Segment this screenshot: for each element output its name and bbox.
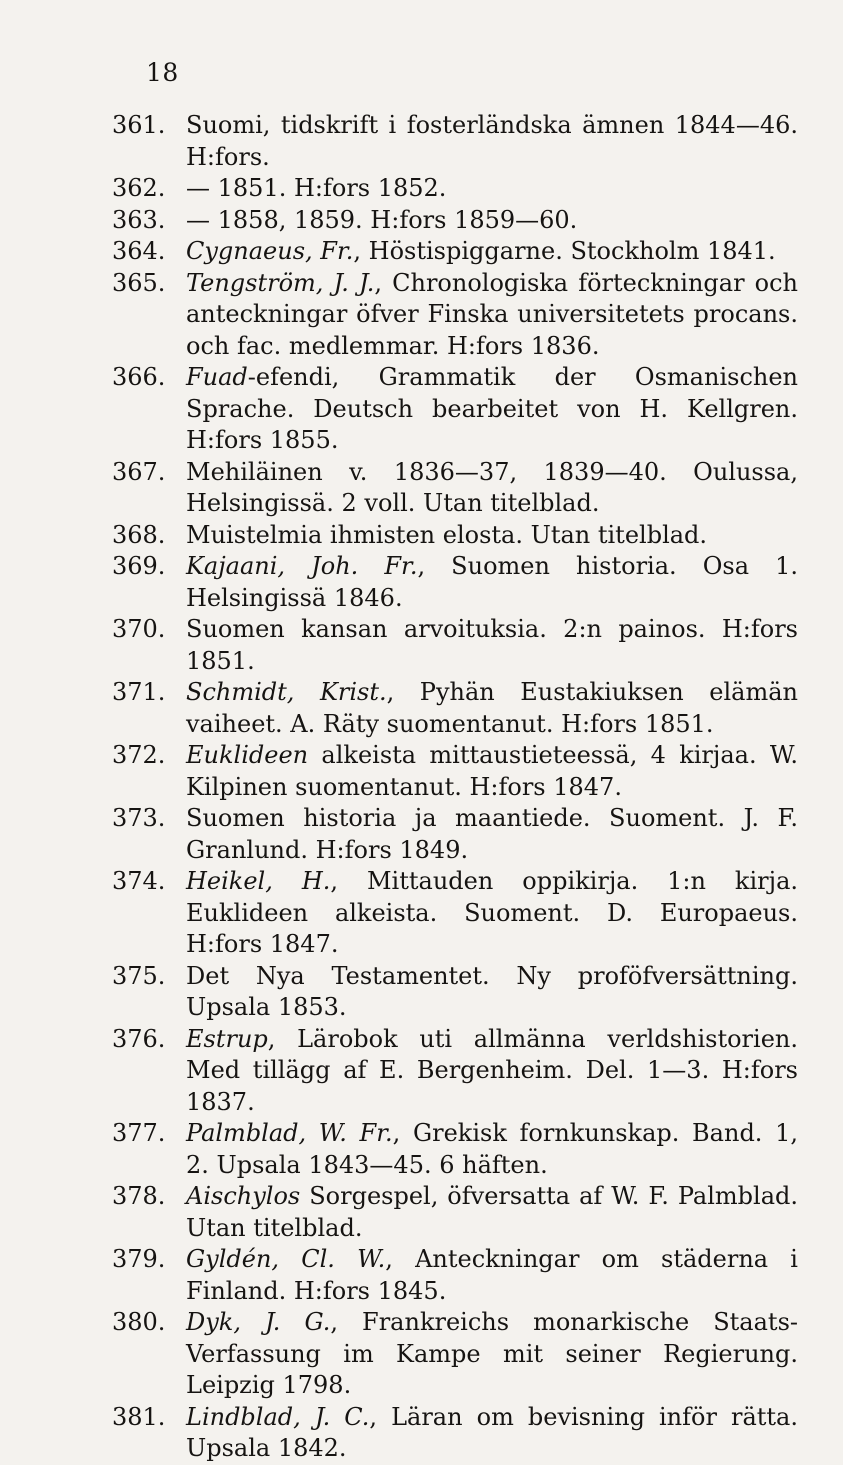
entry-author: Aischylos bbox=[186, 1182, 301, 1210]
entry-text bbox=[186, 110, 798, 173]
entry-author: Palmblad, W. Fr. bbox=[186, 1119, 393, 1147]
entry-number: 376. bbox=[112, 1024, 166, 1053]
entry-number: 377. bbox=[112, 1119, 166, 1147]
entry-number: 361. bbox=[112, 111, 166, 139]
entry-author: Fuad bbox=[186, 363, 248, 391]
entry-description: — 1858, 1859. H:fors 1859—60. bbox=[186, 205, 578, 234]
bibliography-entry bbox=[112, 1402, 798, 1465]
entry-number: 379. bbox=[112, 1245, 166, 1273]
bibliography-entry bbox=[112, 110, 798, 173]
entry-description: , Lärobok uti allmänna verldshistorien. Med tillägg af E. Bergenheim. Del. 1—3. H:fors 1837. bbox=[186, 1024, 798, 1116]
bibliography-entry bbox=[112, 866, 798, 961]
entry-number: 378. bbox=[112, 1182, 166, 1210]
bibliography-entry bbox=[112, 1181, 798, 1244]
entry-text bbox=[186, 1024, 798, 1119]
entry-description: , Höstispiggarne. Stockholm 1841. bbox=[353, 237, 776, 265]
entry-text bbox=[186, 173, 798, 205]
bibliography-entry bbox=[112, 1307, 798, 1402]
entry-author: Euklideen bbox=[186, 741, 309, 769]
entry-number: 372. bbox=[112, 741, 166, 769]
entry-text bbox=[186, 1402, 798, 1465]
entry-author: Kajaani, Joh. Fr. bbox=[186, 552, 418, 580]
entry-author: Cygnaeus, Fr. bbox=[186, 237, 354, 265]
bibliography-entry bbox=[112, 457, 798, 520]
entry-author: Gyldén, Cl. W. bbox=[186, 1245, 386, 1273]
bibliography-entry bbox=[112, 961, 798, 1024]
entry-description: Suomen kansan arvoituksia. 2:n painos. H:fors 1851. bbox=[186, 615, 798, 675]
entry-description: Det Nya Testamentet. Ny proföfversättning. Upsala 1853. bbox=[186, 961, 798, 1021]
entry-number: 369. bbox=[112, 552, 166, 580]
entry-text bbox=[186, 362, 798, 457]
bibliography-list bbox=[112, 110, 798, 1465]
entry-text bbox=[186, 205, 798, 237]
entry-text bbox=[186, 268, 798, 363]
entry-description: Suomen historia ja maantiede. Suoment. J. F. Granlund. H:fors 1849. bbox=[186, 804, 798, 864]
bibliography-entry bbox=[112, 1118, 798, 1181]
entry-description: , Anteckningar om städerna i Finland. H:fors 1845. bbox=[186, 1245, 798, 1305]
entry-text bbox=[186, 1118, 798, 1181]
bibliography-entry bbox=[112, 268, 798, 363]
bibliography-entry bbox=[112, 205, 798, 237]
bibliography-entry bbox=[112, 1244, 798, 1307]
entry-description: Sorgespel, öfversatta af W. F. Palmblad. Utan titelblad. bbox=[186, 1182, 798, 1242]
entry-description: , Frankreichs monarkische Staats-Verfassung im Kampe mit seiner Regierung. Leipzig 1798. bbox=[186, 1308, 798, 1399]
entry-number: 368. bbox=[112, 520, 166, 549]
entry-description: Suomi, tidskrift i fosterländska ämnen 1844—46. H:fors. bbox=[186, 111, 798, 171]
entry-description: , Chronologiska förteckningar och anteckningar öfver Finska universitetets procans. och fac. medlemmar. H:fors 1836. bbox=[186, 268, 799, 360]
entry-number: 375. bbox=[112, 961, 166, 990]
bibliography-entry bbox=[112, 677, 798, 740]
entry-author: Heikel, H. bbox=[186, 867, 331, 895]
entry-text bbox=[186, 740, 798, 803]
entry-text bbox=[186, 866, 798, 961]
page-number: 18 bbox=[146, 58, 179, 87]
entry-number: 371. bbox=[112, 678, 166, 706]
entry-number: 367. bbox=[112, 457, 166, 486]
entry-number: 374. bbox=[112, 867, 166, 895]
entry-description: , Läran om bevisning inför rätta. Upsala 1842. bbox=[186, 1402, 798, 1462]
entry-author: Estrup bbox=[186, 1024, 268, 1053]
bibliography-entry bbox=[112, 236, 798, 268]
entry-description: , Grekisk fornkunskap. Band. 1, 2. Upsala 1843—45. 6 häften. bbox=[186, 1119, 798, 1179]
entry-description: — 1851. H:fors 1852. bbox=[186, 174, 447, 202]
entry-text bbox=[186, 961, 798, 1024]
bibliography-entry bbox=[112, 362, 798, 457]
entry-text bbox=[186, 1181, 798, 1244]
entry-number: 370. bbox=[112, 615, 166, 643]
entry-author: Dyk, J. G. bbox=[186, 1308, 331, 1336]
entry-description: Muistelmia ihmisten elosta. Utan titelblad. bbox=[186, 520, 708, 549]
entry-number: 363. bbox=[112, 205, 166, 234]
entry-author: Lindblad, J. C. bbox=[186, 1402, 370, 1431]
entry-description: , Suomen historia. Osa 1. Helsingissä 1846. bbox=[186, 552, 798, 612]
bibliography-entry bbox=[112, 614, 798, 677]
bibliography-entry bbox=[112, 1024, 798, 1119]
entry-number: 366. bbox=[112, 363, 166, 391]
entry-description: , Mittauden oppikirja. 1:n kirja. Euklideen alkeista. Suoment. D. Europaeus. H:fors 1847. bbox=[186, 867, 799, 958]
entry-text bbox=[186, 614, 798, 677]
bibliography-entry bbox=[112, 520, 798, 552]
entry-author: Tengström, J. J. bbox=[186, 268, 375, 297]
bibliography-entry bbox=[112, 551, 798, 614]
entry-text bbox=[186, 1307, 798, 1402]
entry-text bbox=[186, 236, 798, 268]
bibliography-entry bbox=[112, 173, 798, 205]
bibliography-entry bbox=[112, 740, 798, 803]
entry-text bbox=[186, 457, 798, 520]
entry-number: 381. bbox=[112, 1402, 166, 1431]
entry-description: , Pyhän Eustakiuksen elämän vaiheet. A. Räty suomentanut. H:fors 1851. bbox=[186, 678, 798, 738]
entry-text bbox=[186, 1244, 798, 1307]
entry-description: alkeista mittaustieteessä, 4 kirjaa. W. Kilpinen suomentanut. H:fors 1847. bbox=[186, 741, 798, 801]
entry-author: Schmidt, Krist. bbox=[186, 678, 387, 706]
entry-text bbox=[186, 803, 798, 866]
entry-number: 365. bbox=[112, 268, 166, 297]
entry-text bbox=[186, 551, 798, 614]
entry-text bbox=[186, 520, 798, 552]
entry-number: 362. bbox=[112, 174, 166, 202]
entry-description: Mehiläinen v. 1836—37, 1839—40. Oulussa, Helsingissä. 2 voll. Utan titelblad. bbox=[186, 457, 798, 517]
bibliography-entry bbox=[112, 803, 798, 866]
entry-description: -efendi, Grammatik der Osmanischen Sprache. Deutsch bearbeitet von H. Kellgren. H:fors 1855. bbox=[186, 363, 798, 454]
entry-number: 364. bbox=[112, 237, 166, 265]
entry-text bbox=[186, 677, 798, 740]
entry-number: 380. bbox=[112, 1308, 166, 1336]
entry-number: 373. bbox=[112, 804, 166, 832]
